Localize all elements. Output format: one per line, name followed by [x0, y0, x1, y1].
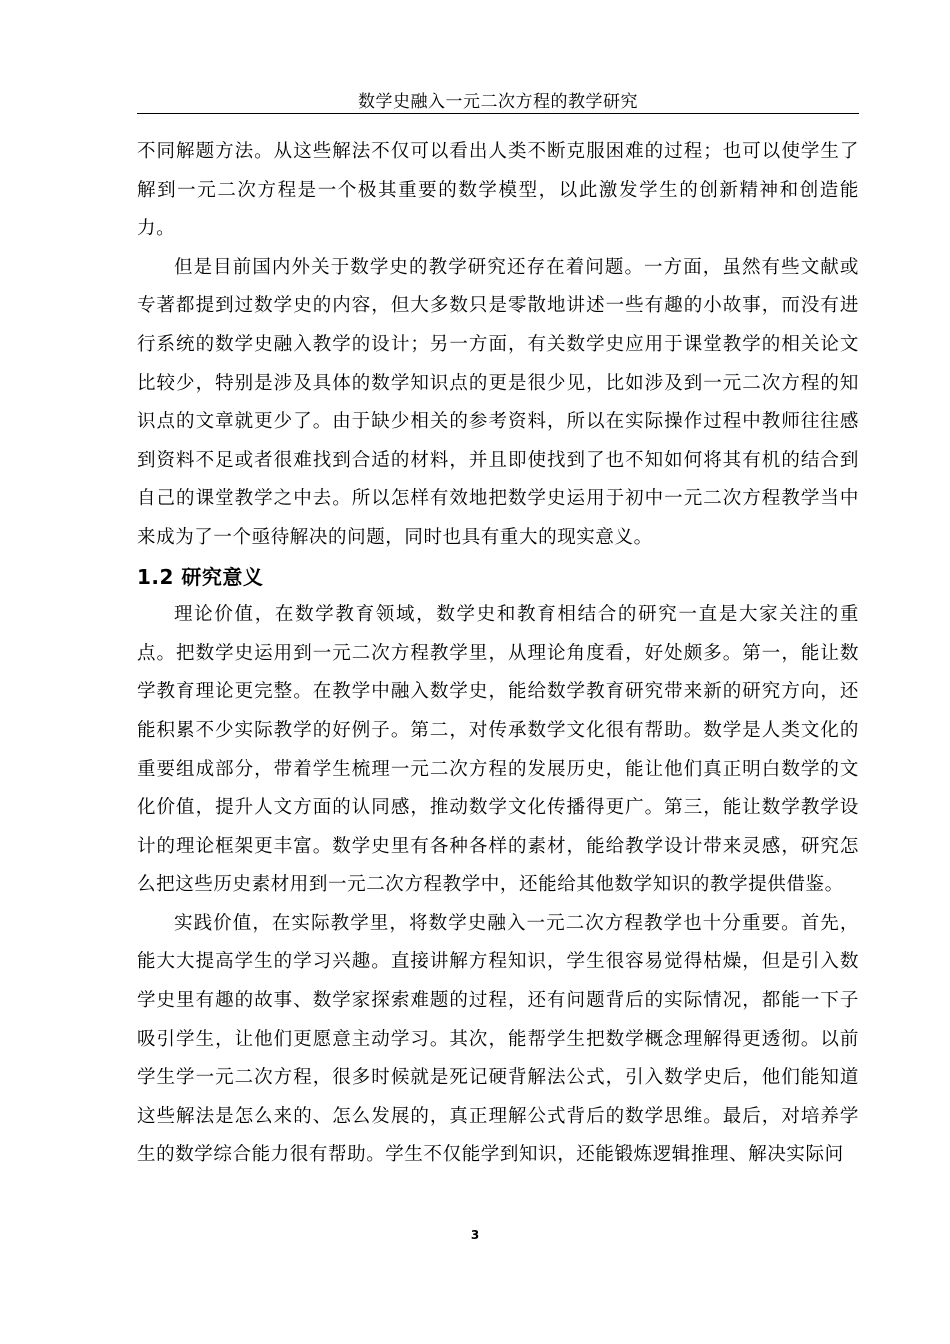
- paragraph-research-problems: 但是目前国内外关于数学史的教学研究还存在着问题。一方面，虽然有些文献或专著都提到过数学史的内容，但大多数只是零散地讲述一些有趣的小故事，而没有进行系统的数学史融入教学的设计；另一方面，有关数学史应用于课堂教学的相关论文比较少，特别是涉及具体的数学知识点的更是很少见，比如涉及到一元二次方程的知识点的文章就更少了。由于缺少相关的参考资料，所以在实际操作过程中教师往往感到资料不足或者很难找到合适的材料，并且即使找到了也不知如何将其有机的结合到自己的课堂教学之中去。所以怎样有效地把数学史运用于初中一元二次方程教学当中来成为了一个亟待解决的问题，同时也具有重大的现实意义。: [137, 256, 859, 548]
- document-body: [137, 133, 859, 1175]
- paragraph-theoretical-value: 理论价值，在数学教育领域，数学史和教育相结合的研究一直是大家关注的重点。把数学史运用到一元二次方程教学里，从理论角度看，好处颇多。第一，能让数学教育理论更完整。在教学中融入数学史，能给数学教育研究带来新的研究方向，还能积累不少实际教学的好例子。第二，对传承数学文化很有帮助。数学是人类文化的重要组成部分，带着学生梳理一元二次方程的发展历史，能让他们真正明白数学的文化价值，提升人文方面的认同感，推动数学文化传播得更广。第三，能让数学教学设计的理论框架更丰富。数学史里有各种各样的素材，能给教学设计带来灵感，研究怎么把这些历史素材用到一元二次方程教学中，还能给其他数学知识的教学提供借鉴。: [137, 604, 859, 896]
- page-number: 3: [470, 1228, 480, 1242]
- paragraph-practical-value: 实践价值，在实际教学里，将数学史融入一元二次方程教学也十分重要。首先，能大大提高学生的学习兴趣。直接讲解方程知识，学生很容易觉得枯燥，但是引入数学史里有趣的故事、数学家探索难题的过程，还有问题背后的实际情况，都能一下子吸引学生，让他们更愿意主动学习。其次，能帮学生把数学概念理解得更透彻。以前学生学一元二次方程，很多时候就是死记硬背解法公式，引入数学史后，他们能知道这些解法是怎么来的、怎么发展的，真正理解公式背后的数学思维。最后，对培养学生的数学综合能力很有帮助。学生不仅能学到知识，还能锻炼逻辑推理、解决实际问: [137, 912, 859, 1166]
- running-title: 数学史融入一元二次方程的教学研究: [358, 92, 638, 112]
- paragraph-continued: 不同解题方法。从这些解法不仅可以看出人类不断克服困难的过程；也可以使学生了解到一元二次方程是一个极其重要的数学模型，以此激发学生的创新精神和创造能力。: [137, 141, 859, 240]
- section-heading: 1.2 研究意义: [137, 564, 264, 589]
- page-header: [137, 91, 859, 114]
